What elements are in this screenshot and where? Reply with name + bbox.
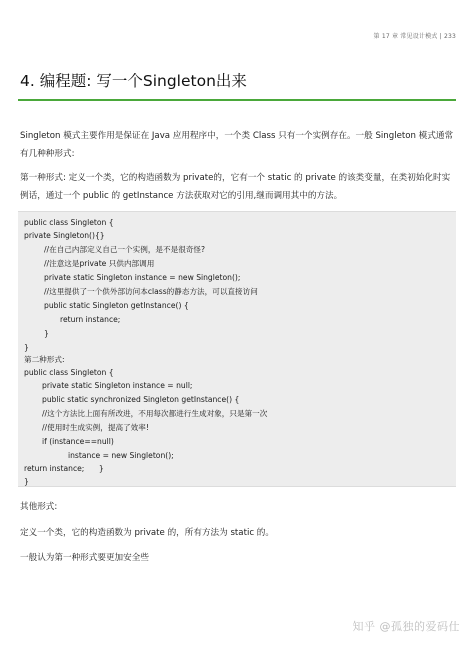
watermark: 知乎 @孤独的爱码仕 <box>352 620 460 633</box>
code-line: } <box>24 343 29 352</box>
code-line: public class Singleton { <box>24 368 114 377</box>
other-forms-label: 其他形式: <box>20 502 58 512</box>
code-line: if (instance==null) <box>42 437 114 446</box>
code-line: //在自己内部定义自己一个实例，是不是很奇怪? <box>44 245 206 254</box>
code-line: instance = new Singleton(); <box>68 451 174 460</box>
code-line: public static Singleton getInstance() { <box>44 301 189 310</box>
code-line: private static Singleton instance = null; <box>42 381 193 390</box>
code-line: private Singleton(){} <box>24 231 105 240</box>
code-line: private static Singleton instance = new Singleton(); <box>44 273 241 282</box>
section-title: 4. 编程题: 写一个Singleton出来 <box>20 72 247 90</box>
running-header: 第 17 章 常见设计模式 | 233 <box>373 33 456 40</box>
code-line: public static synchronized Singleton getInstance() { <box>42 395 240 404</box>
conclusion-paragraph: 一般认为第一种形式要更加安全些 <box>20 553 149 563</box>
title-underline <box>18 99 456 101</box>
code-line: } <box>44 329 49 338</box>
code-line: } <box>24 477 29 486</box>
code-line: return instance; <box>60 315 121 324</box>
code-line: //这个方法比上面有所改进，不用每次都进行生成对象，只是第一次 <box>42 409 268 418</box>
code-line: //使用时生成实例，提高了效率! <box>42 423 149 432</box>
code-line: return instance; } <box>24 464 104 473</box>
code-block <box>18 211 456 487</box>
intro-paragraph: Singleton 模式主要作用是保证在 Java 应用程序中，一个类 Class 只有一个实例存在。一般 Singleton 模式通常有几种种形式: <box>20 131 454 159</box>
code-line: public class Singleton { <box>24 218 114 227</box>
code-line: //注意这是private 只供内部调用 <box>44 259 155 268</box>
form1-paragraph: 第一种形式: 定义一个类，它的构造函数为 private的，它有一个 static 的 private 的该类变量，在类初始化时实例话，通过一个 public 的 getInstance 方法获取对它的引用,继而调用其中的方法。 <box>20 173 451 201</box>
other-forms-description: 定义一个类，它的构造函数为 private 的，所有方法为 static 的。 <box>20 528 274 538</box>
section-title-block <box>18 70 456 101</box>
code-line: 第二种形式: <box>24 355 65 364</box>
code-line: //这里提供了一个供外部访问本class的静态方法，可以直接访问 <box>44 287 258 296</box>
